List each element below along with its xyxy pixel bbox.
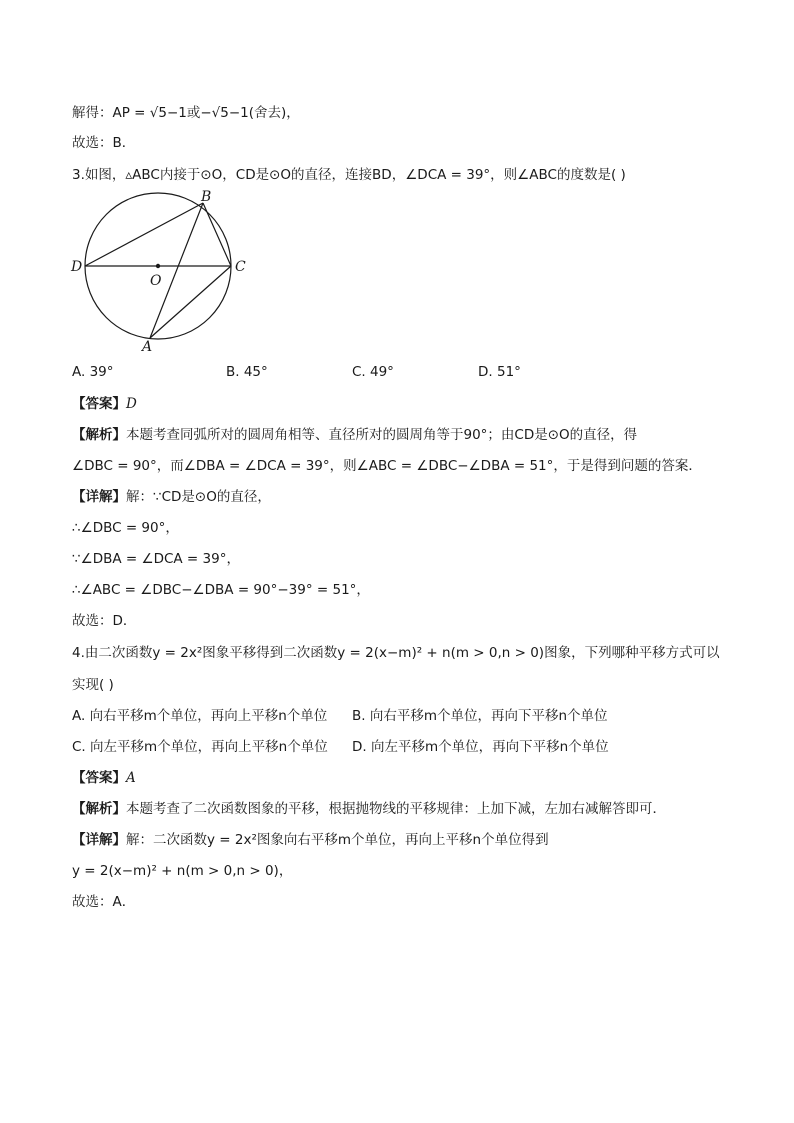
q4-stem-line-1: 4.由二次函数y = 2x²图象平移得到二次函数y = 2(x−m)² + n(m > 0,n > 0)图象，下列哪种平移方式可以 — [72, 645, 720, 661]
q3-detail-text-1: 解：∵CD是⊙O的直径， — [126, 489, 271, 505]
q4-detail-line-2: y = 2(x−m)² + n(m > 0,n > 0)， — [72, 863, 293, 879]
prev-choose-line: 故选：B． — [72, 135, 136, 151]
q3-detail-line-1 — [72, 487, 271, 507]
label-o: O — [150, 273, 162, 289]
q4-option-a: A. 向右平移m个单位，再向上平移n个单位 — [72, 708, 328, 724]
q3-choose-line: 故选：D． — [72, 613, 137, 629]
q3-option-a: A. 39° — [72, 364, 114, 380]
chord-ab — [150, 203, 203, 338]
q3-analysis-line-1 — [72, 425, 637, 445]
label-c: C — [235, 259, 246, 275]
q4-option-d: D. 向左平移m个单位，再向下平移n个单位 — [352, 739, 609, 755]
q4-analysis-tag: 【解析】 — [72, 801, 126, 817]
q4-analysis-text: 本题考查了二次函数图象的平移，根据抛物线的平移规律：上加下减，左加右减解答即可． — [126, 801, 666, 817]
chord-bd — [85, 203, 203, 266]
q4-answer-line — [72, 768, 136, 788]
q4-detail-line-1 — [72, 830, 549, 850]
label-b: B — [201, 190, 212, 205]
q3-stem: 3.如图，▵ABC内接于⊙O，CD是⊙O的直径，连接BD，∠DCA = 39°，则∠ABC的度数是( ) — [72, 167, 626, 183]
q3-analysis-tag: 【解析】 — [72, 427, 126, 443]
label-a: A — [142, 339, 153, 355]
q3-detail-line-3: ∵∠DBA = ∠DCA = 39°， — [72, 551, 240, 567]
q4-answer-value: A — [126, 770, 136, 786]
q3-option-d: D. 51° — [478, 364, 521, 380]
chord-bc — [203, 203, 231, 266]
q3-detail-line-2: ∴∠DBC = 90°， — [72, 520, 179, 536]
q4-option-b: B. 向右平移m个单位，再向下平移n个单位 — [352, 708, 608, 724]
q3-analysis-line-2: ∠DBC = 90°，而∠DBA = ∠DCA = 39°，则∠ABC = ∠DBC−∠DBA = 51°，于是得到问题的答案． — [72, 458, 702, 474]
q3-detail-line-4: ∴∠ABC = ∠DBC−∠DBA = 90°−39° = 51°， — [72, 582, 370, 598]
q3-analysis-text-1: 本题考查同弧所对的圆周角相等、直径所对的圆周角等于90°；由CD是⊙O的直径，得 — [126, 427, 638, 443]
center-point — [156, 264, 160, 268]
q3-answer-tag: 【答案】 — [72, 396, 126, 412]
chord-ac — [150, 266, 231, 338]
q4-choose-line: 故选：A． — [72, 894, 136, 910]
q3-answer-value: D — [126, 396, 137, 412]
q3-option-c: C. 49° — [352, 364, 394, 380]
label-d: D — [71, 259, 83, 275]
q3-option-b: B. 45° — [226, 364, 268, 380]
q4-detail-tag: 【详解】 — [72, 832, 126, 848]
q4-detail-text-1: 解：二次函数y = 2x²图象向右平移m个单位，再向上平移n个单位得到 — [126, 832, 549, 848]
q4-analysis-line — [72, 799, 666, 819]
q4-option-c: C. 向左平移m个单位，再向上平移n个单位 — [72, 739, 328, 755]
q3-answer-line — [72, 394, 137, 414]
q4-answer-tag: 【答案】 — [72, 770, 126, 786]
prev-solve-line: 解得：AP = √5−1或−√5−1(舍去)， — [72, 105, 300, 121]
circle-figure — [66, 190, 266, 355]
q4-stem-line-2: 实现( ) — [72, 677, 114, 693]
q3-detail-tag: 【详解】 — [72, 489, 126, 505]
